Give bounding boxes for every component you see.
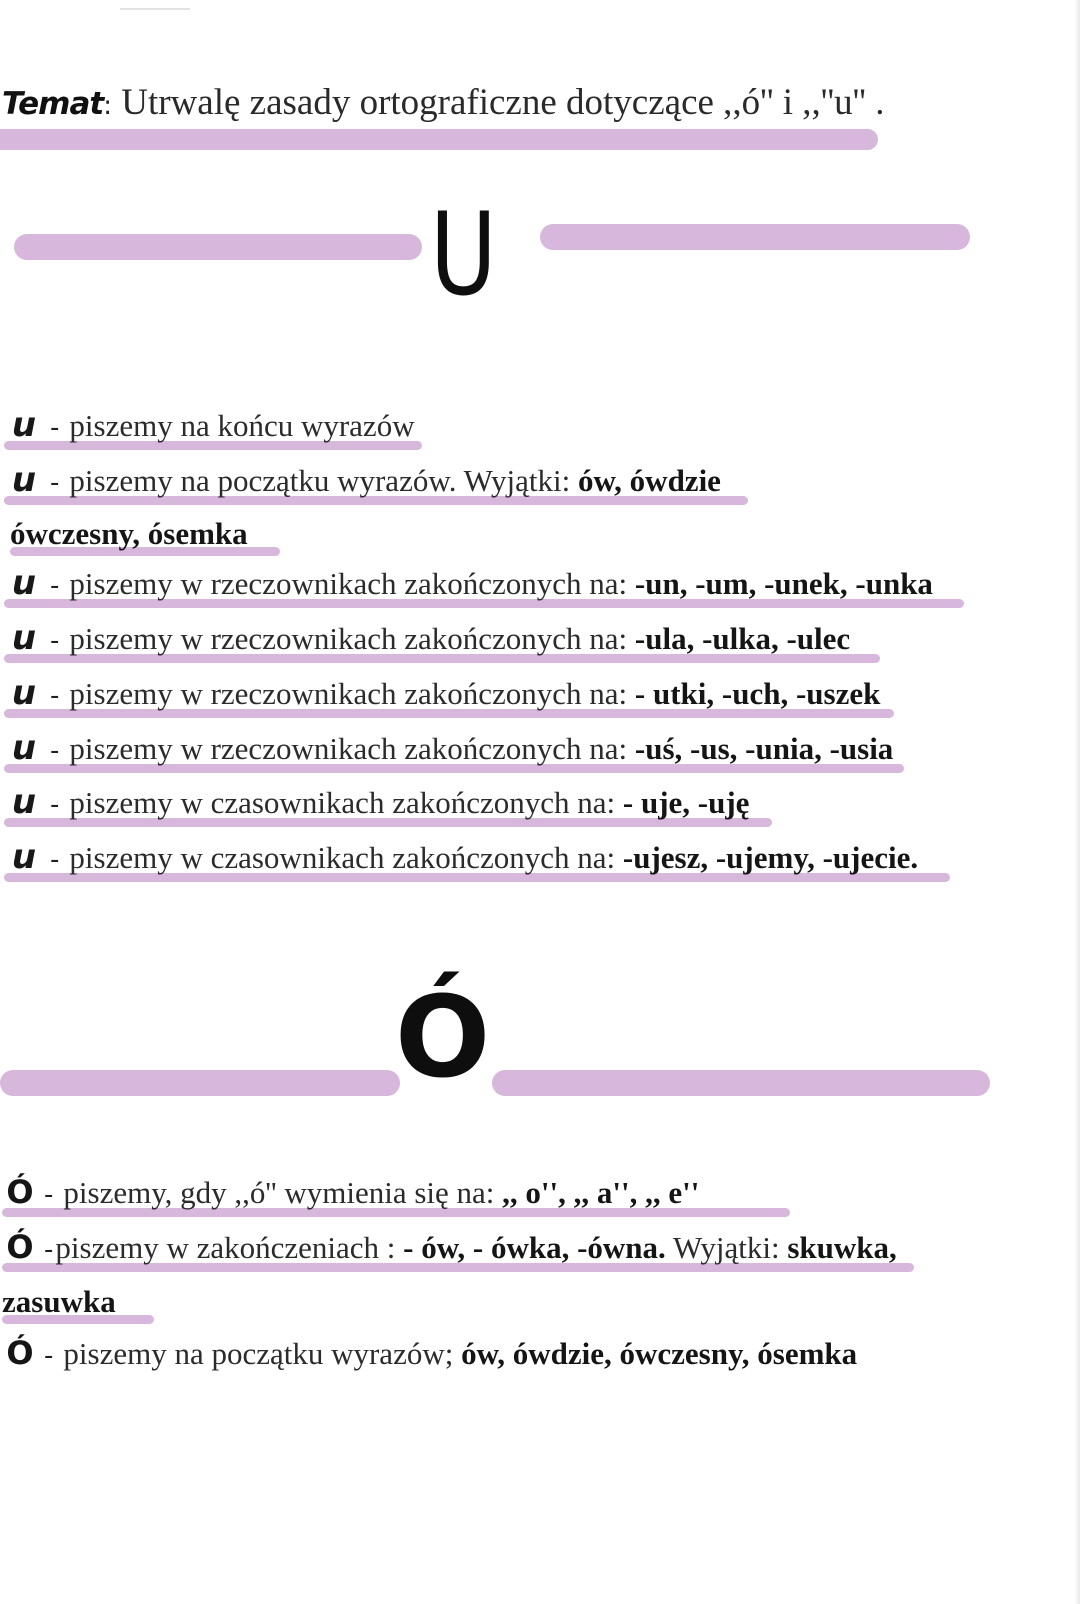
rule-marker: Ó (6, 1228, 34, 1266)
rule-marker: Ó (6, 1173, 34, 1211)
rule-endings: -uś, -us, -unia, -usia (634, 731, 894, 766)
rule-marker: u (11, 782, 37, 822)
section-u-right-bar (540, 224, 970, 250)
rule-marker: u (11, 460, 37, 500)
rule-exceptions-continued: ówczesny, ósemka (10, 516, 248, 551)
title-highlight (0, 129, 878, 150)
rule-u-1: u - piszemy na końcu wyrazów (4, 403, 415, 450)
rule-o-2-continuation (2, 1280, 116, 1324)
rule-text: piszemy w czasownikach zakończonych na: (69, 785, 616, 820)
rule-text: piszemy w zakończeniach : (55, 1230, 396, 1265)
title-label: Temat (2, 86, 104, 122)
rule-u-4: u - piszemy w rzeczownikach zakończonych na: -ula, -ulka, -ulec (4, 616, 850, 663)
title-separator: : (103, 91, 112, 121)
rule-alternations: ,, o'', ,, a'', ,, e'' (502, 1175, 700, 1210)
rule-endings: -ujesz, -ujemy, -ujecie. (622, 840, 919, 875)
rule-o-1: Ó - piszemy, gdy ,,ó'' wymienia się na: ,, o'', ,, a'', ,, e'' (2, 1170, 699, 1217)
rule-text: piszemy na początku wyrazów. Wyjątki: (69, 463, 571, 498)
page-edge (1074, 0, 1080, 1604)
rule-marker: u (11, 837, 37, 877)
rule-text: piszemy w rzeczownikach zakończonych na: (69, 731, 628, 766)
rule-u-2: u - piszemy na początku wyrazów. Wyjątki: ów, ówdzie (4, 458, 721, 505)
rule-u-3: u - piszemy w rzeczownikach zakończonych na: -un, -um, -unek, -unka (4, 561, 933, 608)
rule-u-8: u - piszemy w czasownikach zakończonych na: -ujesz, -ujemy, -ujecie. (4, 835, 918, 882)
rule-text: piszemy w czasownikach zakończonych na: (69, 840, 616, 875)
section-o-left-bar (0, 1070, 400, 1096)
rule-text: piszemy, gdy ,,ó'' wymienia się na: (63, 1175, 495, 1210)
rule-u-2-continuation (10, 512, 248, 556)
rule-endings: - uje, -uję (622, 785, 750, 820)
section-o-heading: Ó (395, 973, 491, 1103)
rule-endings: -ula, -ulka, -ulec (634, 621, 851, 656)
rule-text: piszemy w rzeczownikach zakończonych na: (69, 676, 628, 711)
rule-endings: -un, -um, -unek, -unka (634, 566, 933, 601)
rule-marker: u (11, 563, 37, 603)
rule-examples: ów, ówdzie, ówczesny, ósemka (461, 1336, 858, 1371)
rule-text: piszemy na końcu wyrazów (69, 408, 415, 443)
rule-o-3: Ó - piszemy na początku wyrazów; ów, ówdzie, ówczesny, ósemka (2, 1331, 857, 1378)
rule-marker: u (11, 728, 37, 768)
rule-exceptions-label: Wyjątki: (673, 1230, 780, 1265)
rule-marker: Ó (6, 1334, 34, 1372)
rule-text: piszemy w rzeczownikach zakończonych na: (69, 566, 628, 601)
rule-marker: u (11, 673, 37, 713)
section-u-heading: U (430, 188, 497, 321)
rule-exceptions: skuwka, (787, 1230, 897, 1265)
title-text: Utrwalę zasady ortograficzne dotyczące ,,ó'' i ,,''u'' . (121, 82, 885, 123)
lesson-title (2, 78, 884, 131)
rule-text: piszemy w rzeczownikach zakończonych na: (69, 621, 628, 656)
section-o-right-bar (492, 1070, 990, 1096)
rule-u-5: u - piszemy w rzeczownikach zakończonych na: - utki, -uch, -uszek (4, 671, 880, 718)
rule-marker: u (11, 405, 37, 445)
rule-exceptions: ów, ówdzie (578, 463, 721, 498)
rule-u-7: u - piszemy w czasownikach zakończonych na: - uje, -uję (4, 780, 749, 827)
rule-endings: - ów, - ówka, -ówna. (403, 1230, 666, 1265)
paper-smudge (120, 8, 190, 10)
rule-text: piszemy na początku wyrazów; (63, 1336, 454, 1371)
section-u-left-bar (14, 234, 422, 260)
rule-marker: u (11, 618, 37, 658)
rule-exceptions-continued: zasuwka (2, 1284, 116, 1319)
rule-o-2: Ó -piszemy w zakończeniach : - ów, - ówka, -ówna. Wyjątki: skuwka, (2, 1225, 897, 1272)
rule-u-6: u - piszemy w rzeczownikach zakończonych na: -uś, -us, -unia, -usia (4, 726, 893, 773)
rule-endings: - utki, -uch, -uszek (634, 676, 881, 711)
